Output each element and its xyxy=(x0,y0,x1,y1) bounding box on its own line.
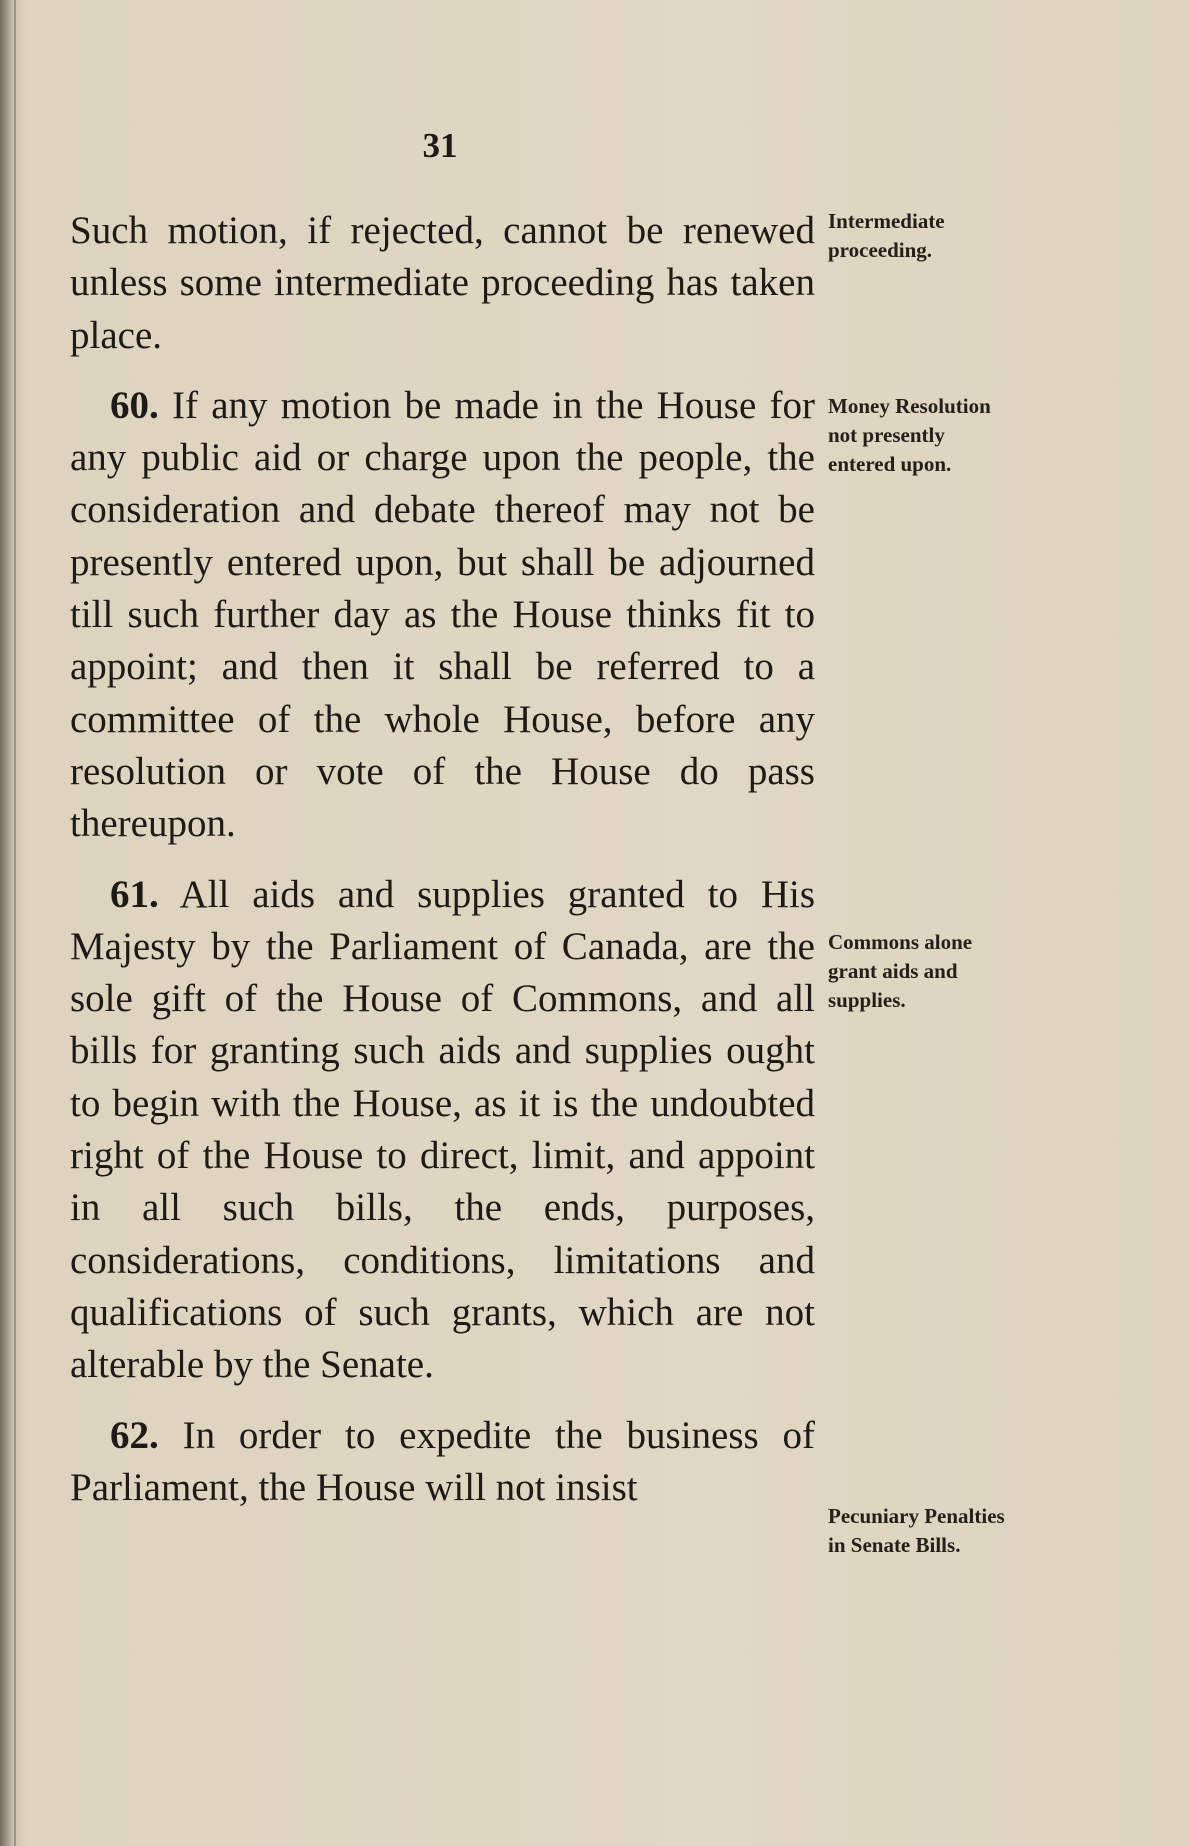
margin-note: Intermediate proceeding. xyxy=(828,209,945,262)
paragraph-number: 62. xyxy=(110,1413,159,1457)
paragraph-text: If any motion be made in the House for any public aid or charge upon the people, the consideration and debate thereof may not be presently entered upon, but shall be adjourned till such further day as the House thinks fit to appoint; and then it shall be referred to a committee of the whole House, before any resolution or vote of the House do pass thereupon. xyxy=(70,383,815,846)
page-number: 31 xyxy=(422,126,458,165)
margin-note: Money Resolution not presently entered upon. xyxy=(828,394,991,476)
paragraph-61 xyxy=(70,869,815,1392)
paragraph-text: Such motion, if rejected, cannot be renewed unless some intermediate proceeding has taken place. xyxy=(70,209,815,357)
margin-note: Pecuniary Penalties in Senate Bills. xyxy=(828,1504,1005,1557)
binding-edge xyxy=(14,0,16,1846)
paragraph-62 xyxy=(70,1410,815,1515)
paragraph-text: In order to expedite the business of Parliament, the House will not insist xyxy=(70,1413,815,1509)
main-text xyxy=(70,205,815,1532)
paragraph-number: 60. xyxy=(110,383,159,427)
paragraph-text: All aids and supplies granted to His Majesty by the Parliament of Canada, are the sole gift of the House of Commons, and all bills for granting such aids and supplies ought to begin with the House, as it is the undoubted right of the House to direct, limit, and appoint in all such bills, the ends, purposes, considerations, conditions, limitations and qualifications of such grants, which are not alterable by the Senate. xyxy=(70,872,815,1387)
margin-note: Commons alone grant aids and supplies. xyxy=(828,930,973,1012)
paragraph-60 xyxy=(70,380,815,851)
paragraph-number: 61. xyxy=(110,872,159,916)
paragraph-continuation xyxy=(70,205,815,362)
